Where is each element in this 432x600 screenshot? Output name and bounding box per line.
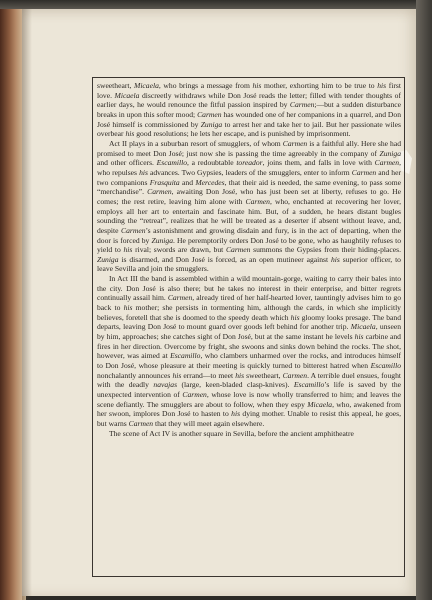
paragraph-act-3: In Act III the band is assembled within a wild mountain-gorge, waiting to carry their bales into the city. Don José is also there; but he takes no interest in their enterprise, and bitter regrets continually assail him. Carmen, already tired of her half-hearted lover, tauntingly advises him to go back to his mother; she persists in tormenting him, although the cards, in which she implicitly believes, foretell that she is doomed to the speedy death which his gloomy looks presage. The band departs, leaving Don José to mount guard over goods left behind for another trip. Micaela, unseen by him, approaches; she catches sight of Don José, but at the same instant he levels his carbine and fires in her direction. Overcome by fright, she swoons and sinks down behind the rocks. The shot, however, was aimed at Escamillo, who clambers unharmed over the rocks, and introduces himself to Don José, whose pleasure at their meeting is quickly turned to bitterest hatred when Escamillo nonchalantly announces his errand—to meet his sweetheart, Carmen. A terrible duel ensues, fought with the deadly navajas (large, keen-bladed clasp-knives). Escamillo’s life is saved by the unexpected intervention of Carmen, whose love is now wholly transferred to him; and leaves the scene defiantly. The smugglers are about to follow, when they espy Micaela, who, awakened from her swoon, implores Don José to hasten to his dying mother. Unable to resist this appeal, he goes, but warns Carmen that they will meet again elsewhere. [97,274,401,428]
paragraph-1: sweetheart, Micaela, who brings a message from his mother, exhorting him to be true to his first love. Micaela discreetly withdraws while Don José reads the letter; filled with tender thoughts of earlier days, he would renounce the fitful passion inspired by Carmen;—but a sudden disturbance breaks in upon this softer mood; Carmen has wounded one of her companions in a quarrel, and Don José himself is commissioned by Zuniga to arrest her and take her to jail. But her passionate wiles overbear his good resolutions; he lets her escape, and is punished by imprisonment. [97,81,401,139]
page-right-edge [416,0,432,600]
paragraph-act-4: The scene of Act IV is another square in Sevilla, before the ancient amphitheatre [109,428,354,438]
gutter-shadow [22,0,32,600]
body-text [97,81,401,573]
page-top-edge [0,0,432,9]
paragraph-act-2: Act II plays in a suburban resort of smugglers, of whom Carmen is a faithful ally. Here she had promised to meet Don José; just now she is passing the time agreeably in the company of Zuniga and other officers. Escamillo, a redoubtable toreador, joins them, and falls in love with Carmen, who repulses his advances. Two Gypsies, leaders of the smugglers, enter to inform Carmen and her two companions Frasquita and Mercedes, that their aid is needed, the same evening, to pass some “merchandise”. Carmen, awaiting Don José, who has just been set at liberty, refuses to go. He comes; the rest retire, leaving him alone with Carmen, who, enchanted at recovering her lover, employs all her art to entertain and fascinate him. But, of a sudden, he hears distant bugles sounding the “retreat”, realizes that he will be treated as a deserter if absent without leave, and, despite Carmen’s astonishment and growing disdain and fury, is in the act of departing, when the door is forced by Zuniga. He peremptorily orders Don José to be gone, who as haughtily refuses to yield to his rival; swords are drawn, but Carmen summons the Gypsies from their hiding-places. Zuniga is disarmed, and Don José is forced, as an open mutineer against his superior officer, to leave Sevilla and join the smugglers. [97,138,401,274]
